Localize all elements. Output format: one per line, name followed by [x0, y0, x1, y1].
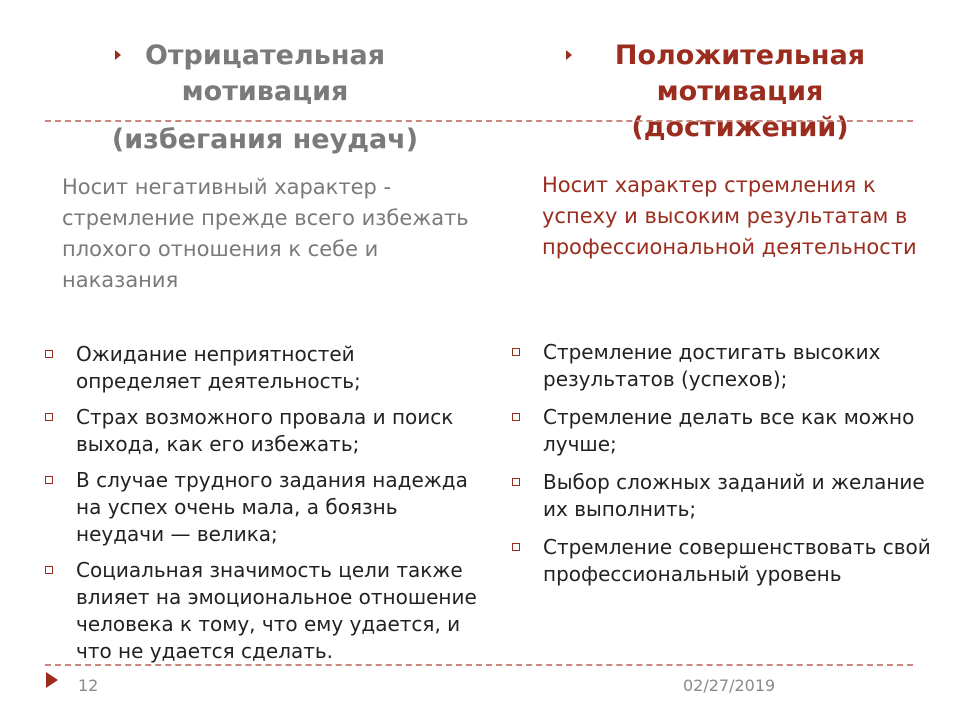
slide-arrow-icon	[46, 672, 58, 688]
left-list	[76, 341, 481, 665]
right-heading-line2: мотивация	[656, 76, 824, 107]
checkbox-bullet-icon	[45, 476, 53, 484]
right-description-text: Носит характер стремления к успеху и высоким результатам в профессиональной деятельности	[542, 173, 917, 259]
right-heading-line3: (достижений)	[631, 112, 849, 143]
checkbox-bullet-icon	[45, 350, 53, 358]
slide-date: 02/27/2019	[683, 676, 776, 695]
left-heading-line3: (избегания неудач)	[111, 124, 419, 155]
left-list-item: В случае трудного задания надежда на успех очень мала, а боязнь неудачи — велика;	[76, 467, 481, 548]
right-list-item: Стремление совершенствовать свой профессиональный уровень	[543, 534, 948, 588]
left-list-item: Социальная значимость цели также влияет на эмоциональное отношение человека к тому, что ему удается, и что не удается сделать.	[76, 557, 481, 665]
checkbox-bullet-icon	[512, 348, 520, 356]
right-list-item: Стремление делать все как можно лучше;	[543, 404, 948, 458]
checkbox-bullet-icon	[45, 413, 53, 421]
right-list-item: Выбор сложных заданий и желание их выполнить;	[543, 469, 948, 523]
checkbox-bullet-icon	[45, 566, 53, 574]
slide-number: 12	[78, 676, 99, 695]
right-heading	[530, 38, 950, 146]
left-heading	[60, 38, 470, 110]
left-heading-line1: Отрицательная	[144, 40, 386, 71]
right-heading-line1: Положительная	[614, 40, 866, 71]
checkbox-bullet-icon	[512, 478, 520, 486]
checkbox-bullet-icon	[512, 543, 520, 551]
right-list	[543, 339, 948, 588]
left-description: Носит негативный характер - стремление прежде всего избежать плохого отношения к себе и наказания	[62, 175, 469, 292]
left-list-item: Ожидание неприятностей определяет деятельность;	[76, 341, 481, 395]
left-heading-line2: мотивация	[181, 76, 349, 107]
checkbox-bullet-icon	[512, 413, 520, 421]
right-description	[536, 170, 936, 263]
right-list-item: Стремление достигать высоких результатов (успехов);	[543, 339, 948, 393]
bottom-divider	[45, 664, 913, 666]
left-list-item: Страх возможного провала и поиск выхода, как его избежать;	[76, 404, 481, 458]
